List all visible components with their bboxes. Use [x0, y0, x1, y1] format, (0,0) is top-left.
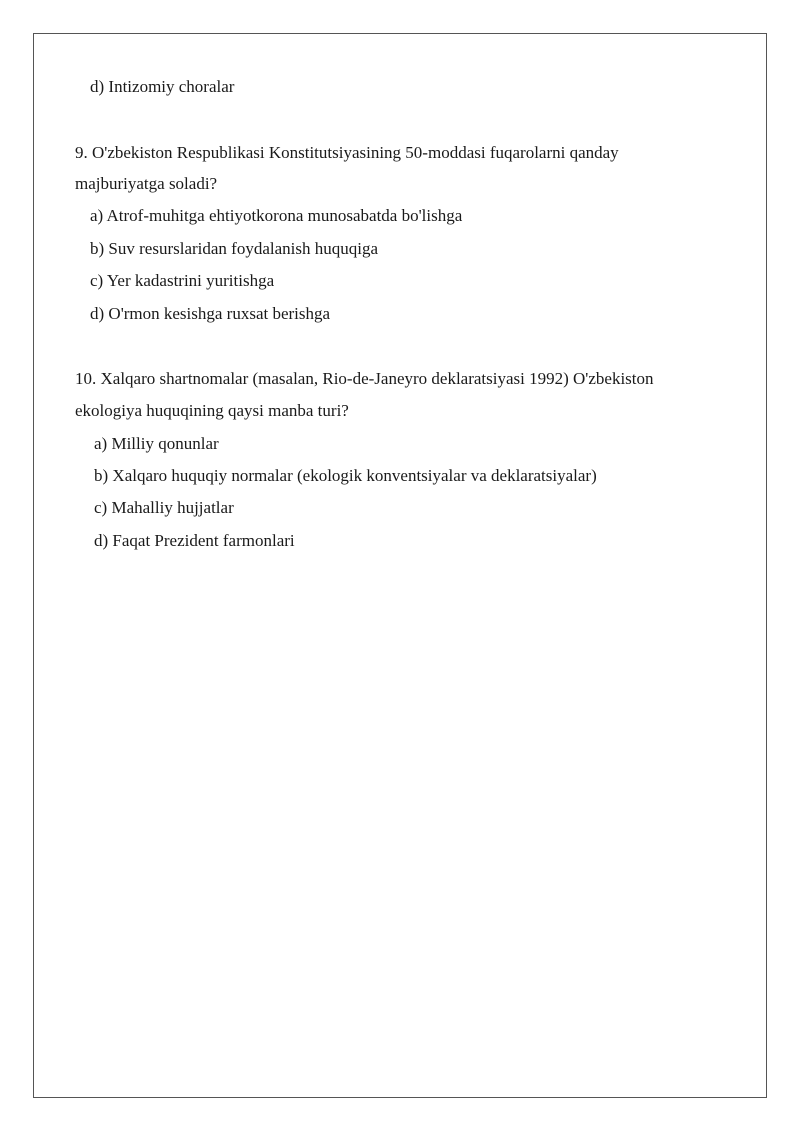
question-9-option-b: b) Suv resurslaridan foydalanish huquqiga: [90, 239, 378, 258]
question-10-option-a: a) Milliy qonunlar: [94, 434, 219, 453]
question-10-option-b: b) Xalqaro huquqiy normalar (ekologik konventsiyalar va deklaratsiyalar): [94, 466, 597, 485]
question-9-text-line-1: 9. O'zbekiston Respublikasi Konstitutsiyasining 50-moddasi fuqarolarni qanday: [75, 143, 619, 162]
question-9-option-d: d) O'rmon kesishga ruxsat berishga: [90, 304, 331, 323]
question-9-option-c: c) Yer kadastrini yuritishga: [90, 271, 275, 290]
question-8-option-d: d) Intizomiy choralar: [90, 77, 235, 96]
question-9-text-line-2: majburiyatga soladi?: [75, 174, 218, 193]
question-9-option-a: a) Atrof-muhitga ehtiyotkorona munosabatda bo'lishga: [90, 206, 463, 225]
question-10-text-line-2: ekologiya huquqining qaysi manba turi?: [75, 401, 349, 420]
question-10-option-d: d) Faqat Prezident farmonlari: [94, 531, 295, 550]
question-10-text-line-1: 10. Xalqaro shartnomalar (masalan, Rio-de-Janeyro deklaratsiyasi 1992) O'zbekiston: [75, 369, 654, 388]
question-10-option-c: c) Mahalliy hujjatlar: [94, 498, 234, 517]
